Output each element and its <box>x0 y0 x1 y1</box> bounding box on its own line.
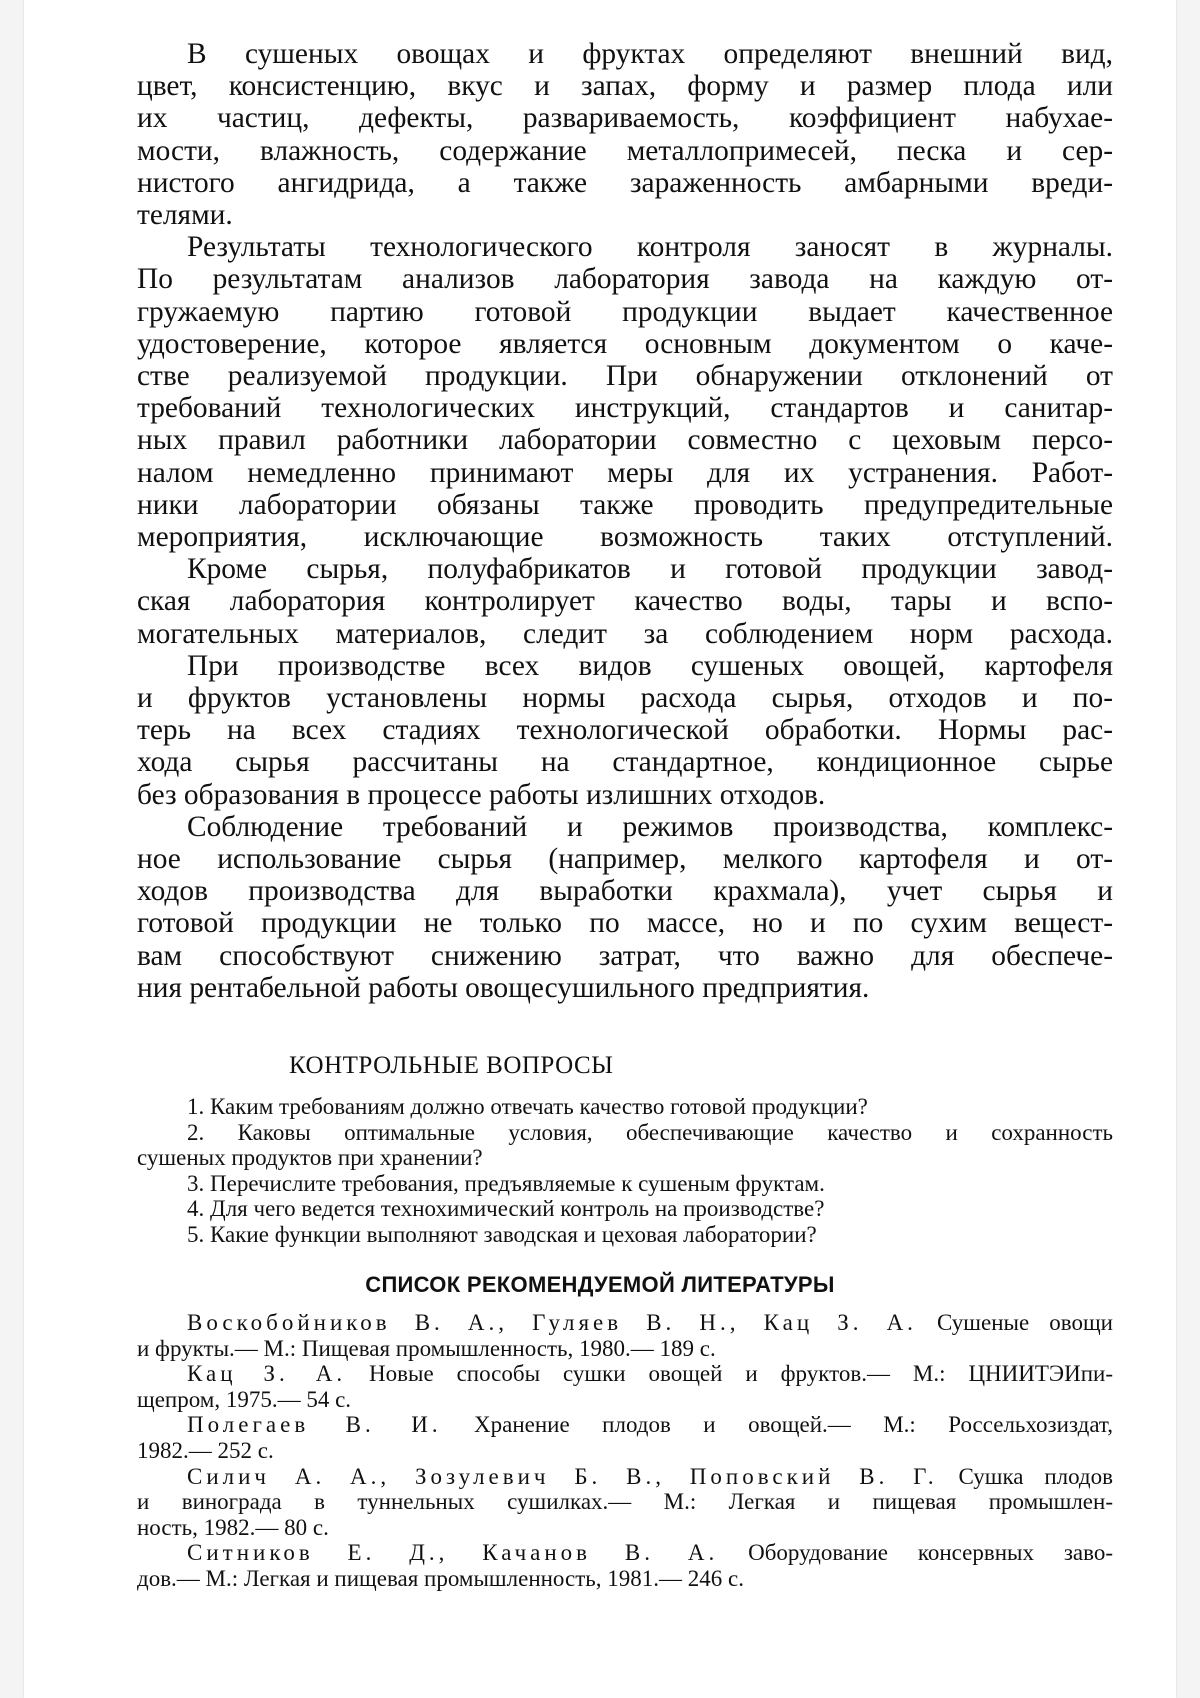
main-body-text <box>137 38 1113 1004</box>
text-line: гружаемую партию готовой продукции выдает качественное <box>137 295 1113 328</box>
text-line: ных правил работники лаборатории совместно с цеховым персо- <box>137 424 1113 457</box>
text-line: ное использование сырья (например, мелкого картофеля и от- <box>137 843 1113 876</box>
reference-text: Оборудование консервных заво- <box>718 1540 1113 1566</box>
reference-item <box>137 1412 1113 1463</box>
literature-title: СПИСОК РЕКОМЕНДУЕМОЙ ЛИТЕРАТУРЫ <box>365 1272 835 1297</box>
text-line: вам способствуют снижению затрат, что важно для обеспече- <box>137 939 1113 972</box>
paragraph <box>137 553 1113 650</box>
reference-item <box>137 1464 1113 1541</box>
text-line: мероприятия, исключающие возможность таких отступлений. <box>137 521 1113 554</box>
text-line: и фруктов установлены нормы расхода сырья, отходов и по- <box>137 682 1113 715</box>
reference-authors: Ситников Е. Д., Качанов В. А. <box>187 1540 719 1566</box>
text-line: цвет, консистенцию, вкус и запах, форму и размер плода или <box>137 70 1113 103</box>
text-line: Соблюдение требований и режимов производства, комплекс- <box>187 810 1113 843</box>
text-line: мости, влажность, содержание металлопримесей, песка и сер- <box>137 134 1113 167</box>
reference-item <box>137 1540 1113 1591</box>
text-line: ходов производства для выработки крахмала), учет сырья и <box>137 875 1113 908</box>
reference-authors: Кац З. А. <box>187 1361 347 1387</box>
page-sheet <box>24 0 1176 1698</box>
reference-item <box>137 1361 1113 1412</box>
question-item: 4. Для чего ведется технохимический контроль на производстве? <box>187 1196 825 1221</box>
reference-text: ность, 1982.— 80 с. <box>137 1514 329 1540</box>
text-line: стве реализуемой продукции. При обнаружении отклонений от <box>137 360 1113 393</box>
text-line: могательных материалов, следит за соблюдением норм расхода. <box>137 617 1113 650</box>
text-line: требований технологических инструкций, стандартов и санитар- <box>137 392 1113 425</box>
text-line: готовой продукции не только по массе, но и по сухим вещест- <box>137 907 1113 940</box>
reference-item <box>137 1310 1113 1361</box>
reference-text: дов.— М.: Легкая и пищевая промышленность, 1981.— 246 с. <box>137 1565 744 1591</box>
reference-text: Новые способы сушки овощей и фруктов.— М.: ЦНИИТЭИпи- <box>346 1361 1114 1387</box>
paragraph <box>137 38 1113 231</box>
reference-text: Сушеные овощи <box>916 1310 1113 1335</box>
question-item-continuation: сушеных продуктов при хранении? <box>137 1145 483 1170</box>
text-line: Кроме сырья, полуфабрикатов и готовой продукции завод- <box>187 553 1113 586</box>
paragraph <box>137 231 1113 553</box>
text-line: удостоверение, которое является основным документом о каче- <box>137 327 1113 360</box>
question-item: 1. Каким требованиям должно отвечать качество готовой продукции? <box>187 1094 868 1119</box>
question-item: 5. Какие функции выполняют заводская и цеховая лаборатории? <box>187 1221 817 1247</box>
literature-list <box>137 1310 1113 1592</box>
reference-text: щепром, 1975.— 54 с. <box>137 1386 352 1412</box>
question-item: 3. Перечислите требования, предъявляемые к сушеным фруктам. <box>187 1170 825 1196</box>
text-line: ники лаборатории обязаны также проводить предупредительные <box>137 488 1113 521</box>
reference-text: Сушка плодов <box>937 1463 1113 1489</box>
text-line: без образования в процессе работы излишних отходов. <box>137 778 826 811</box>
text-line: хода сырья рассчитаны на стандартное, кондиционное сырье <box>137 746 1113 779</box>
text-line: ния рентабельной работы овощесушильного предприятия. <box>137 971 870 1004</box>
reference-authors: Воскобойников В. А., Гуляев В. Н., Кац З. А. <box>187 1310 917 1335</box>
text-line: При производстве всех видов сушеных овощей, картофеля <box>187 649 1113 682</box>
text-line: По результатам анализов лаборатория завода на каждую от- <box>137 263 1113 296</box>
text-line: ская лаборатория контролирует качество воды, тары и вспо- <box>137 585 1113 618</box>
text-line: терь на всех стадиях технологической обработки. Нормы рас- <box>137 714 1113 747</box>
reference-text: и винограда в туннельных сушилках.— М.: Легкая и пищевая промышлен- <box>137 1489 1113 1515</box>
paragraph <box>137 811 1113 1004</box>
paragraph <box>137 650 1113 811</box>
reference-authors: Полегаев В. И. <box>187 1412 442 1438</box>
reference-text: и фрукты.— М.: Пищевая промышленность, 1980.— 189 с. <box>137 1335 716 1361</box>
text-line: телями. <box>137 199 233 232</box>
text-line: нистого ангидрида, а также зараженность амбарными вреди- <box>137 166 1113 199</box>
control-questions-list <box>137 1094 1113 1247</box>
reference-text: 1982.— 252 с. <box>137 1437 274 1463</box>
reference-authors: Силич А. А., Зозулевич Б. В., Поповский В. Г. <box>187 1463 938 1489</box>
text-line: налом немедленно принимают меры для их устранения. Работ- <box>137 456 1113 489</box>
text-line: их частиц, дефекты, развариваемость, коэффициент набухае- <box>137 102 1113 135</box>
question-item: 2. Каковы оптимальные условия, обеспечивающие качество и сохранность <box>187 1119 1113 1145</box>
control-questions-title: КОНТРОЛЬНЫЕ ВОПРОСЫ <box>289 1052 614 1079</box>
text-line: Результаты технологического контроля заносят в журналы. <box>187 231 1113 264</box>
text-line: В сушеных овощах и фруктах определяют внешний вид, <box>187 38 1113 70</box>
reference-text: Хранение плодов и овощей.— М.: Россельхозиздат, <box>441 1412 1113 1438</box>
